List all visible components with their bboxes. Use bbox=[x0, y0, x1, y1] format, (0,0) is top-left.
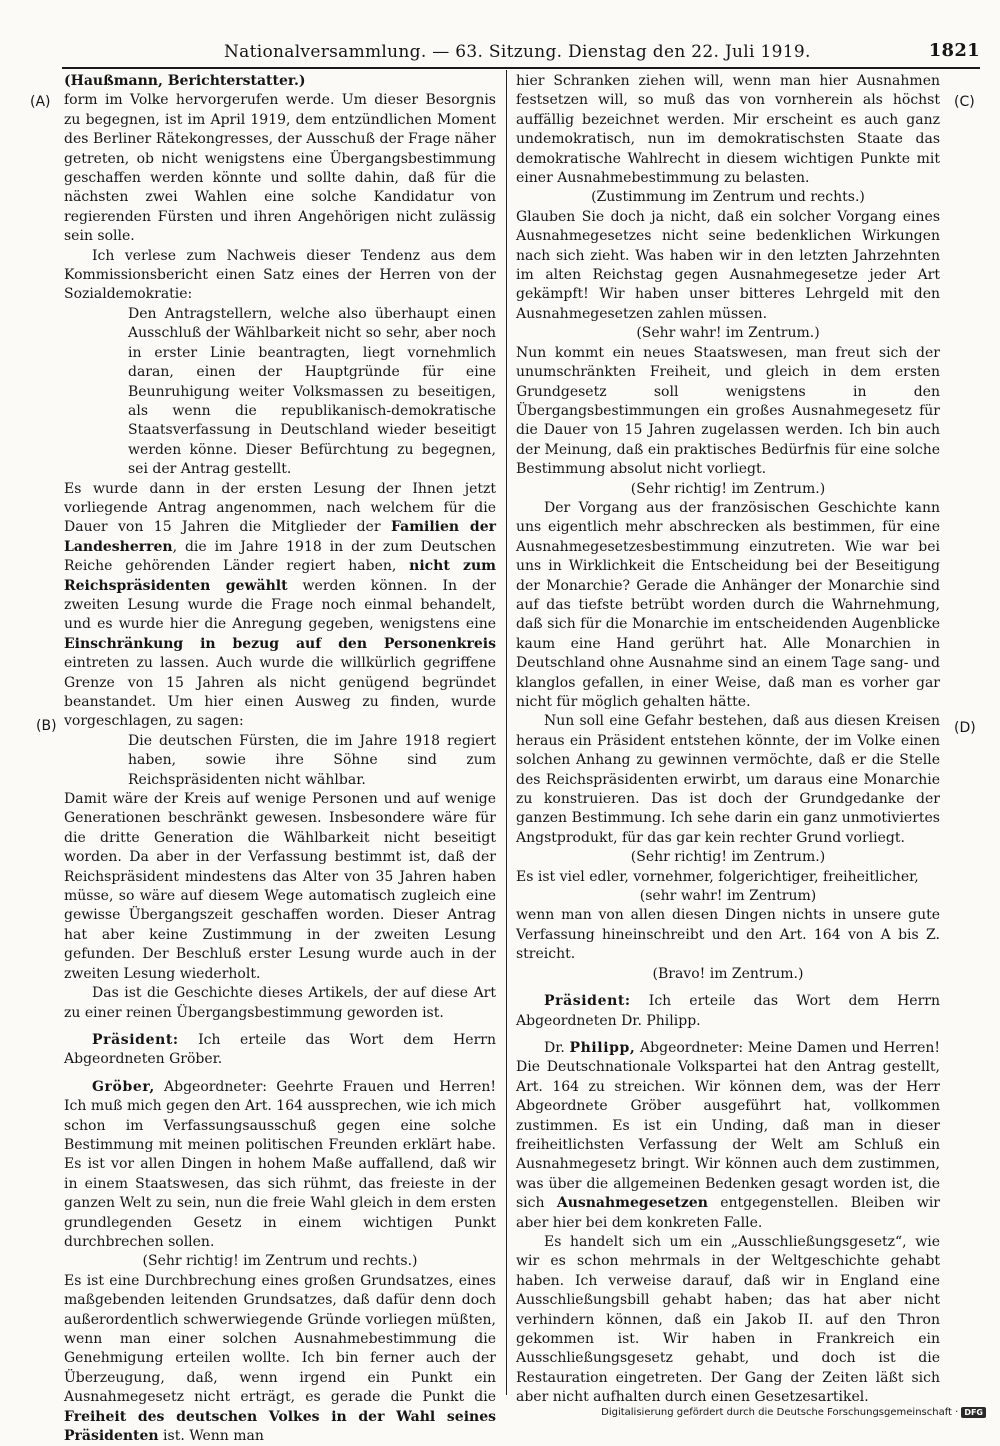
paragraph: Damit wäre der Kreis auf wenige Personen und auf wenige Generationen beschränkt gewesen. Insbesondere wäre für die dritte Generation die Wählbarkeit nicht beseitigt worden. Da aber in der Verfassung bestimmt ist, daß der Reichspräsident mindestens das Alter von 35 Jahren haben müsse, so wäre auf diesem Wege automatisch zugleich eine gewisse Übergangszeit geschaffen worden. Dieser Antrag hat aber keine Zustimmung in der zweiten Lesung gefunden. Der Beschluß erster Lesung wurde auch in der zweiten Lesung wiederholt. bbox=[64, 791, 496, 982]
dfg-logo-icon: DFG bbox=[961, 1407, 986, 1418]
paragraph: Nun soll eine Gefahr bestehen, daß aus diesen Kreisen heraus ein Präsident entstehen könnte, der im Volke einen solchen Anhang zu gewinnen vermöchte, daß er die Stelle des Reichspräsidenten erwirbt, um daraus eine Monarchie zu konstruieren. Das ist doch der Grundgedanke der ganzen Bestimmung. Ich sehe darin ein ganz unmotiviertes Angstprodukt, für das gar kein rechter Grund vorliegt. bbox=[516, 713, 940, 846]
paragraph: Es ist eine Durchbrechung eines großen Grundsatzes, eines maßgebenden leitenden Grundsatzes, daß dafür denn doch außerordentlich schwerwiegende Gründe vorliegen müßten, wenn man einer solchen Ausnahmebestimmung die Genehmigung erteilen wollte. Ich bin ferner auch der Überzeugung, daß, wenn irgend ein Punkt ein Ausnahmegesetz nicht erträgt, es gerade die Punkt die Freiheit des deutschen Volkes in der Wahl seines Präsidenten ist. Wenn man bbox=[64, 1272, 496, 1445]
block-quote: Die deutschen Fürsten, die im Jahre 1918 regiert haben, sowie ihre Söhne sind zum Reichspräsidenten nicht wählbar. bbox=[128, 732, 496, 788]
speaker-paragraph: Dr. Philipp, Abgeordneter: Meine Damen und Herren! Die Deutschnationale Volkspartei hat den Antrag gestellt, Art. 164 zu streichen. Wir können dem, was der Herr Abgeordnete Gröber ausgeführt hat, vollkommen zustimmen. Es ist ein Unding, daß man in dieser freiheitlichsten Verfassung der Welt am Schluß ein Ausnahmegesetz bringt. Wir können auch dem zustimmen, was über die allgemeinen Bedenken gesagt worden ist, die sich Ausnahmegesetzen entgegenstellen. Bleiben wir aber hier bei dem konkreten Falle. bbox=[516, 1039, 941, 1231]
speaker-paragraph: Präsident: Ich erteile das Wort dem Herrn Abgeordneten Gröber. bbox=[64, 1031, 496, 1068]
paragraph: hier Schranken ziehen will, wenn man hier Ausnahmen festsetzen will, so muß das von vornherein als höchst auffällig bezeichnet werden. Mir erscheint es auch ganz undemokratisch, nun im demokratischsten Staate das demokratische Wahlrecht in diesem wichtigen Punkte mit einer Ausnahmebestimmung zu belasten. bbox=[516, 73, 940, 187]
speaker-paragraph: Präsident: Ich erteile das Wort dem Herrn Abgeordneten Dr. Philipp. bbox=[516, 993, 940, 1029]
emphasis: nicht zum Reichspräsidenten gewählt bbox=[64, 558, 496, 594]
margin-label-c: (C) bbox=[954, 94, 975, 110]
credit-text: Digitalisierung gefördert durch die Deutsche Forschungsgemeinschaft · bbox=[601, 1407, 959, 1418]
paragraph: Ich verlese zum Nachweis dieser Tendenz aus dem Kommissionsbericht einen Satz eines der Herren von der Sozialdemokratie: bbox=[64, 247, 496, 303]
interjection: (Bravo! im Zentrum.) bbox=[652, 965, 804, 982]
left-column bbox=[64, 72, 496, 1446]
interjection: (Sehr wahr! im Zentrum.) bbox=[636, 325, 820, 342]
margin-label-a: (A) bbox=[30, 94, 51, 110]
interjection: (Sehr richtig! im Zentrum.) bbox=[630, 480, 826, 497]
page-number: 1821 bbox=[928, 40, 980, 61]
interjection: (Zustimmung im Zentrum und rechts.) bbox=[591, 189, 865, 206]
header-rule bbox=[62, 67, 980, 69]
interjection: (Sehr richtig! im Zentrum.) bbox=[630, 849, 826, 866]
emphasis: Einschränkung in bezug auf den Personenkreis bbox=[64, 635, 496, 652]
speaker-name: Präsident: bbox=[544, 993, 631, 1010]
speaker-name: Philipp, bbox=[569, 1039, 636, 1056]
attribution: (Haußmann, Berichterstatter.) bbox=[64, 73, 306, 89]
paragraph: Es wurde dann in der ersten Lesung der Ihnen jetzt vorliegende Antrag angenommen, nach welchem für die Dauer von 15 Jahren die Mitglieder der Familien der Landesherren, die im Jahre 1918 in der zum Deutschen Reiche gehörenden Länder regiert haben, nicht zum Reichspräsidenten gewählt werden können. In der zweiten Lesung wurde die Frage noch einmal behandelt, und es wurde hier die Anregung gegeben, wenigstens eine Einschränkung in bezug auf den Personenkreis eintreten zu lassen. Auch wurde die willkürlich gegriffene Grenze von 15 Jahren als nicht genügend begründet beanstandet. Um hier einen Ausweg zu finden, wurde vorgeschlagen, zu sagen: bbox=[64, 480, 496, 730]
margin-label-b: (B) bbox=[36, 718, 57, 734]
speaker-name: Präsident: bbox=[92, 1031, 179, 1048]
interjection: (sehr wahr! im Zentrum) bbox=[639, 888, 817, 905]
interjection: (Sehr richtig! im Zentrum und rechts.) bbox=[142, 1253, 418, 1270]
speaker-paragraph: Gröber, Abgeordneter: Geehrte Frauen und Herren! Ich muß mich gegen den Art. 164 aussprechen, wie ich mich schon im Verfassungsausschuß gegen eine solche Bestimmung mit meinen politischen Freunden erklärt habe. Es ist vor allen Dingen in hohem Maße auffallend, daß wir in einem Staatswesen, das sich rühmt, das freieste in der ganzen Welt zu sein, nun die freie Wahl gleich in dem ersten grundlegenden Gesetz in einem wichtigen Punkt durchbrechen sollen. bbox=[64, 1078, 496, 1250]
emphasis: Ausnahmegesetzen bbox=[556, 1195, 708, 1212]
speaker-name: Gröber, bbox=[92, 1078, 155, 1095]
running-title: Nationalversammlung. — 63. Sitzung. Dienstag den 22. Juli 1919. bbox=[224, 42, 811, 62]
page-header bbox=[64, 42, 980, 66]
paragraph: Glauben Sie doch ja nicht, daß ein solcher Vorgang eines Ausnahmegesetzes nicht seine bedenklichen Wirkungen nach sich zieht. Was haben wir in den letzten Jahrzehnten im alten Reichstag gegen Ausnahmegesetze jeder Art gekämpft! Wir haben unser bitteres Lehrgeld mit den Ausnahmegesetzen zahlen müssen. bbox=[516, 208, 940, 322]
paragraph: Es ist viel edler, vornehmer, folgerichtiger, freiheitlicher, bbox=[516, 868, 919, 885]
block-quote: Den Antragstellern, welche also überhaupt einen Ausschluß der Wählbarkeit nicht so sehr, aber noch in erster Linie beantragten, liegt vornehmlich daran, einen der Hauptgründe für eine Beunruhigung weiter Volksmassen zu beseitigen, als wenn die republikanisch-demokratische Staatsverfassung in Deutschland wieder beseitigt werden könne. Dieser Befürchtung zu begegnen, sei der Antrag gestellt. bbox=[128, 305, 496, 478]
paragraph: Es handelt sich um ein „Ausschließungsgesetz“, wie wir es schon mehrmals in der Weltgeschichte gehabt haben. Ich verweise darauf, daß wir in England eine Ausschließungsbill gehabt haben; das hat aber nicht verhindern können, daß ein Jakob II. auf den Thron gekommen ist. Wir haben in Frankreich ein Ausschließungsgesetz gehabt, und doch ist die Restauration eingetreten. Der Gang der Zeiten läßt sich aber nicht aufhalten durch einen Gesetzesartikel. bbox=[516, 1233, 940, 1406]
paragraph: Nun kommt ein neues Staatswesen, man freut sich der unumschränkten Freiheit, und gleich in dem ersten Grundgesetz soll wenigstens in den Übergangsbestimmungen ein großes Ausnahmegesetz für die Dauer von 15 Jahren zugelassen werden. Ich bin auch der Meinung, daß ein praktisches Bedürfnis für eine solche Bestimmung absolut nicht vorliegt. bbox=[516, 344, 940, 478]
paragraph: wenn man von allen diesen Dingen nichts in unsere gute Verfassung hineinschreibt und den Art. 164 von A bis Z. streicht. bbox=[516, 907, 940, 963]
emphasis: Freiheit des deutschen Volkes in der Wahl seines Präsidenten bbox=[64, 1408, 496, 1445]
column-divider bbox=[506, 70, 507, 1395]
emphasis: Familien der Landesherren bbox=[64, 519, 496, 555]
margin-label-d: (D) bbox=[954, 720, 976, 736]
paragraph: Das ist die Geschichte dieses Artikels, der auf diese Art zu einer reinen Übergangsbestimmung geworden ist. bbox=[64, 985, 496, 1021]
paragraph: Der Vorgang aus der französischen Geschichte kann uns eigentlich mehr abschrecken als bestimmen, für eine Ausnahmegesetzesbestimmung einzutreten. Wie war bei uns in Wirklichkeit die Entscheidung bei der Beseitigung der Monarchie? Gerade die Anhänger der Monarchie sind auf das tiefste betrübt worden durch die Wahrnehmung, daß sich für die Monarchie im entscheidenden Augenblicke kaum eine Hand gerührt hat. Alle Monarchien in Deutschland ohne Ausnahme sind an einem Tage sang- und klanglos gefallen, in einer Weise, daß man es vorher gar nicht für möglich gehalten hätte. bbox=[516, 499, 940, 710]
digitization-credit bbox=[601, 1407, 986, 1418]
paragraph: form im Volke hervorgerufen werde. Um dieser Besorgnis zu begegnen, ist im April 1919, dem entzündlichen Moment des Berliner Rätekongresses, der Ausschuß der Frage näher getreten, ob nicht wenigstens eine Übergangsbestimmung geschaffen werden könnte und sollte dahin, daß für die nächsten zwei Wahlen eine solche Kandidatur von regierenden Fürsten und ihren Angehörigen nicht zulässig sein solle. bbox=[64, 92, 496, 245]
right-column bbox=[516, 72, 940, 1408]
